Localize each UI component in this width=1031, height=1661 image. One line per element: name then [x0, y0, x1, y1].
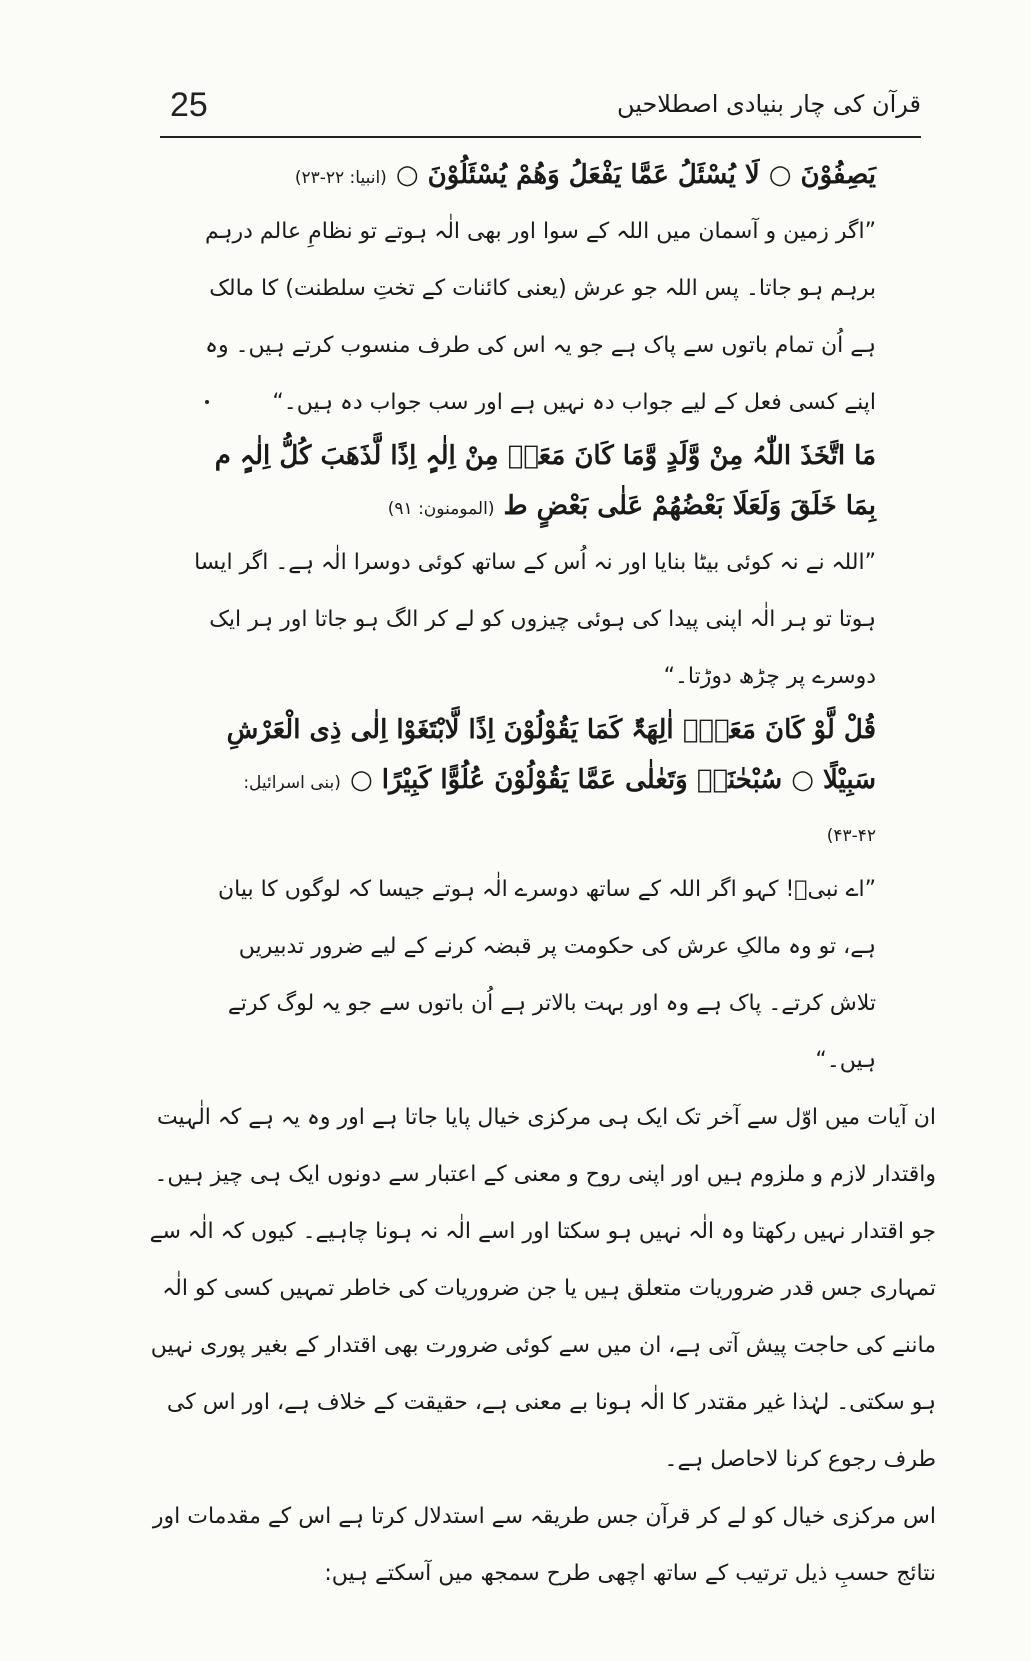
quran-verse: [130, 431, 936, 534]
body-paragraph: ان آیات میں اوّل سے آخر تک ایک ہی مرکزی خیال پایا جاتا ہے اور وہ یہ ہے کہ الٰہیت واقتدار لازم و ملزوم ہیں اور اپنی روح و معنی کے اعتبار سے دونوں ایک ہی چیز ہیں۔ جو اقتدار نہیں رکھتا وہ الٰہ نہیں ہو سکتا اور اسے الٰہ نہ ہونا چاہیے۔ کیوں کہ الٰہ سے تمہاری جس قدر ضروریات متعلق ہیں یا جن ضروریات کی خاطر تمہیں کسی کو الٰہ ماننے کی حاجت پیش آتی ہے، ان میں سے کوئی ضرورت بھی اقتدار کے بغیر پوری نہیں ہو سکتی۔ لہٰذا غیر مقتدر کا الٰہ ہونا بے معنی ہے، حقیقت کے خلاف ہے، اور اس کی طرف رجوع کرنا لاحاصل ہے۔: [149, 1105, 936, 1472]
verse-text: مَا اتَّخَذَ اللّٰہُ مِنْ وَّلَدٍ وَّمَا کَانَ مَعَہٗ مِنْ اِلٰہٍ اِذًا لَّذَھَبَ کُلُّ اِلٰہٍ م بِمَا خَلَقَ وَلَعَلَا بَعْضُھُمْ عَلٰی بَعْضٍ ط: [214, 441, 876, 521]
verse-text: یَصِفُوْنَ ○ لَا یُسْئَلُ عَمَّا یَفْعَلُ وَھُمْ یُسْئَلُوْنَ ○: [395, 160, 876, 190]
verse-reference: (بنی اسرائیل: ۴۲-۴۳): [243, 773, 876, 846]
page-number: 25: [170, 86, 208, 124]
page-content: [130, 150, 936, 1602]
body-paragraph: اس مرکزی خیال کو لے کر قرآن جس طریقہ سے استدلال کرتا ہے اس کے مقدمات اور نتائج حسبِ ذیل ترتیب کے ساتھ اچھی طرح سمجھ میں آسکتے ہیں:: [152, 1504, 936, 1586]
verse-reference: (المومنون: ۹۱): [387, 499, 495, 519]
verse-translation: ”اے نبیؐ! کہو اگر اللہ کے ساتھ دوسرے الٰہ ہوتے جیسا کہ لوگوں کا بیان ہے، تو وہ مالکِ عرش کی حکومت پر قبضہ کرنے کے لیے ضرور تدبیریں تلاش کرتے۔ پاک ہے وہ اور بہت بالاتر ہے اُن باتوں سے جو یہ لوگ کرتے ہیں۔“: [217, 877, 876, 1073]
verse-translation: ”اگر زمین و آسمان میں اللہ کے سوا اور بھی الٰہ ہوتے تو نظامِ عالم درہم برہم ہو جاتا۔ پس اللہ جو عرش (یعنی کائنات کے تختِ سلطنت) کا مالک ہے اُن تمام باتوں سے پاک ہے جو یہ اس کی طرف منسوب کرتے ہیں۔ وہ اپنے کسی فعل کے لیے جواب دہ نہیں ہے اور سب جواب دہ ہیں۔“: [204, 219, 876, 415]
verse-reference: (انبیا: ۲۲-۲۳): [294, 168, 387, 188]
verse-translation: ”اللہ نے نہ کوئی بیٹا بنایا اور نہ اُس کے ساتھ کوئی دوسرا الٰہ ہے۔ اگر ایسا ہوتا تو ہر الٰہ اپنی پیدا کی ہوئی چیزوں کو لے کر الگ ہو جاتا اور ہر ایک دوسرے پر چڑھ دوڑتا۔“: [194, 550, 876, 689]
quran-verse: [130, 705, 936, 861]
page-header: [160, 86, 921, 138]
running-title: قرآن کی چار بنیادی اصطلاحیں: [616, 90, 921, 118]
quran-verse: [130, 150, 936, 203]
verse-text: قُلْ لَّوْ کَانَ مَعَہٗٓ اٰلِھَۃٌ کَمَا یَقُوْلُوْنَ اِذًا لَّابْتَغَوْا اِلٰی ذِی الْعَرْشِ سَبِیْلًا ○ سُبْحٰنَہٗ وَتَعٰلٰی عَمَّا یَقُوْلُوْنَ عُلُوًّا کَبِیْرًا ○: [226, 715, 876, 795]
